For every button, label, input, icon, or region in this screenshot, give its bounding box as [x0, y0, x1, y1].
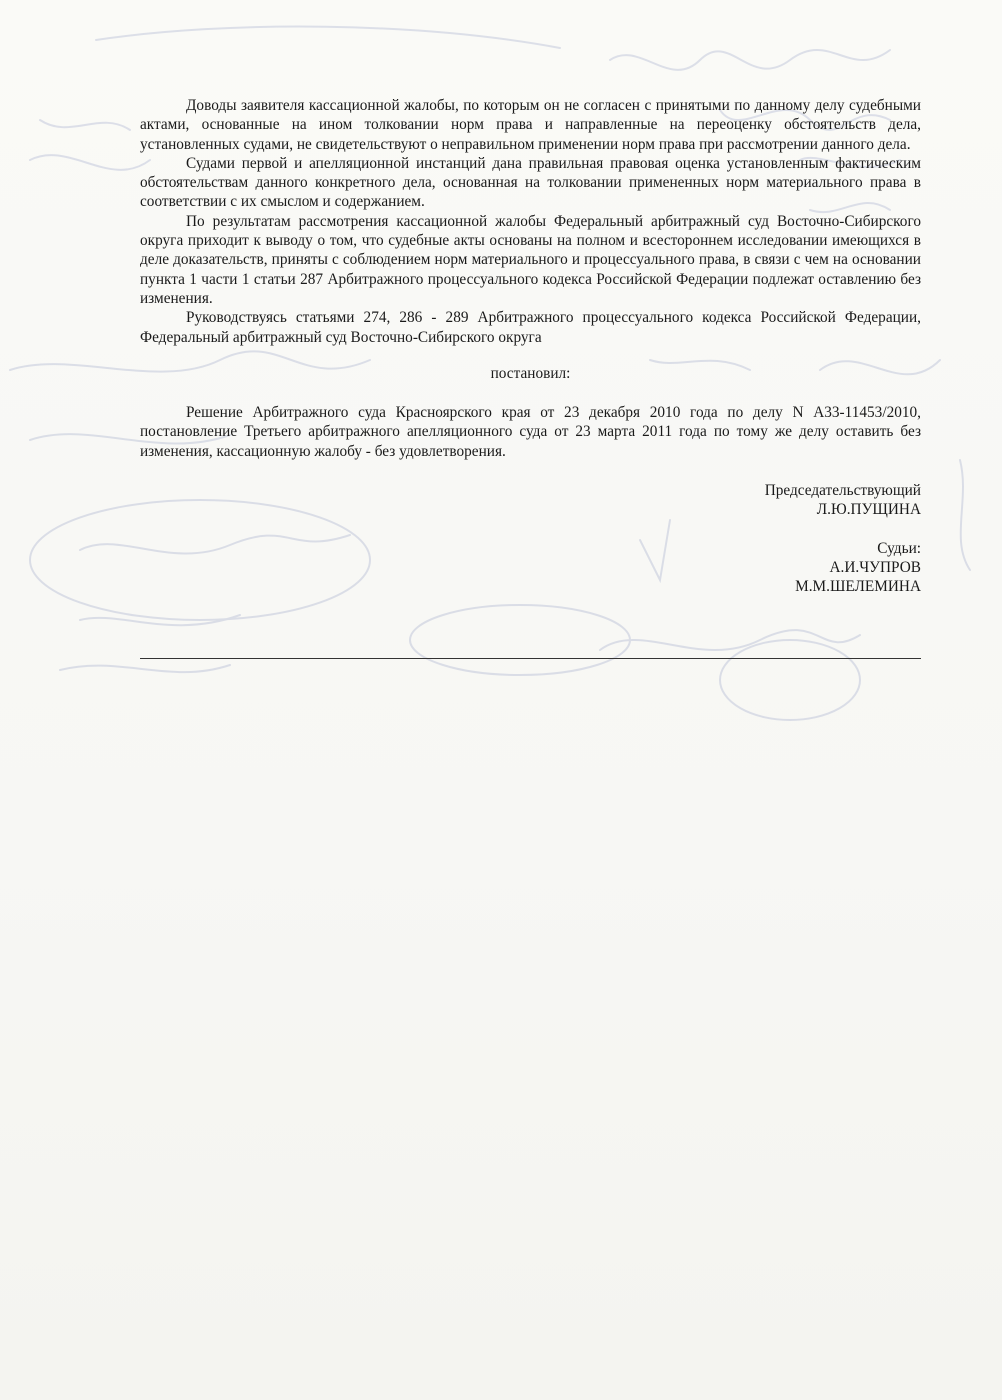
judges-title: Судьи:: [877, 539, 921, 557]
paragraph-guided-by-articles: Руководствуясь статьями 274, 286 - 289 Арбитражного процессуального кодекса Российской Федерации, Федеральный арбитражный суд Восточно-Сибирского округа: [140, 309, 921, 346]
paragraph-decision: Решение Арбитражного суда Красноярского края от 23 декабря 2010 года по делу N А33-11453/2010, постановление Третьего арбитражного апелляционного суда от 23 марта 2011 года по тому же делу оставить без изменения, кассационную жалобу - без удовлетворения.: [140, 404, 921, 460]
chair-name: Л.Ю.ПУЩИНА: [816, 501, 921, 519]
paragraph-arguments: Доводы заявителя кассационной жалобы, по которым он не согласен с принятыми по данному делу судебными актами, основанные на ином толковании норм права и направленные на переоценку обстоятельств дела, установленных судами, не свидетельствуют о неправильном применении норм права при рассмотрении данного дела.: [140, 97, 921, 153]
chair-title: Председательствующий: [764, 482, 921, 500]
end-of-document-rule: [140, 658, 921, 659]
paragraph-legal-assessment: Судами первой и апелляционной инстанций дана правильная правовая оценка установленным фактическим обстоятельствам данного конкретного дела, основанная на толковании примененных норм материального права в соответствии с их смыслом и содержанием.: [140, 154, 921, 211]
document-body: [140, 96, 921, 597]
paragraph-cassation-result: По результатам рассмотрения кассационной жалобы Федеральный арбитражный суд Восточно-Сибирского округа приходит к выводу о том, что судебные акты основаны на полном и всестороннем исследовании имеющихся в деле доказательств, приняты с соблюдением норм материального и процессуального права, в связи с чем на основании пункта 1 части 1 статьи 287 Арбитражного процессуального кодекса Российской Федерации подлежат оставлению без изменения.: [140, 212, 921, 307]
judge-name-2: М.М.ШЕЛЕМИНА: [795, 578, 921, 596]
resolution-heading: постановил:: [490, 364, 571, 382]
signature-block: [140, 481, 921, 596]
judge-name-1: А.И.ЧУПРОВ: [829, 558, 921, 576]
